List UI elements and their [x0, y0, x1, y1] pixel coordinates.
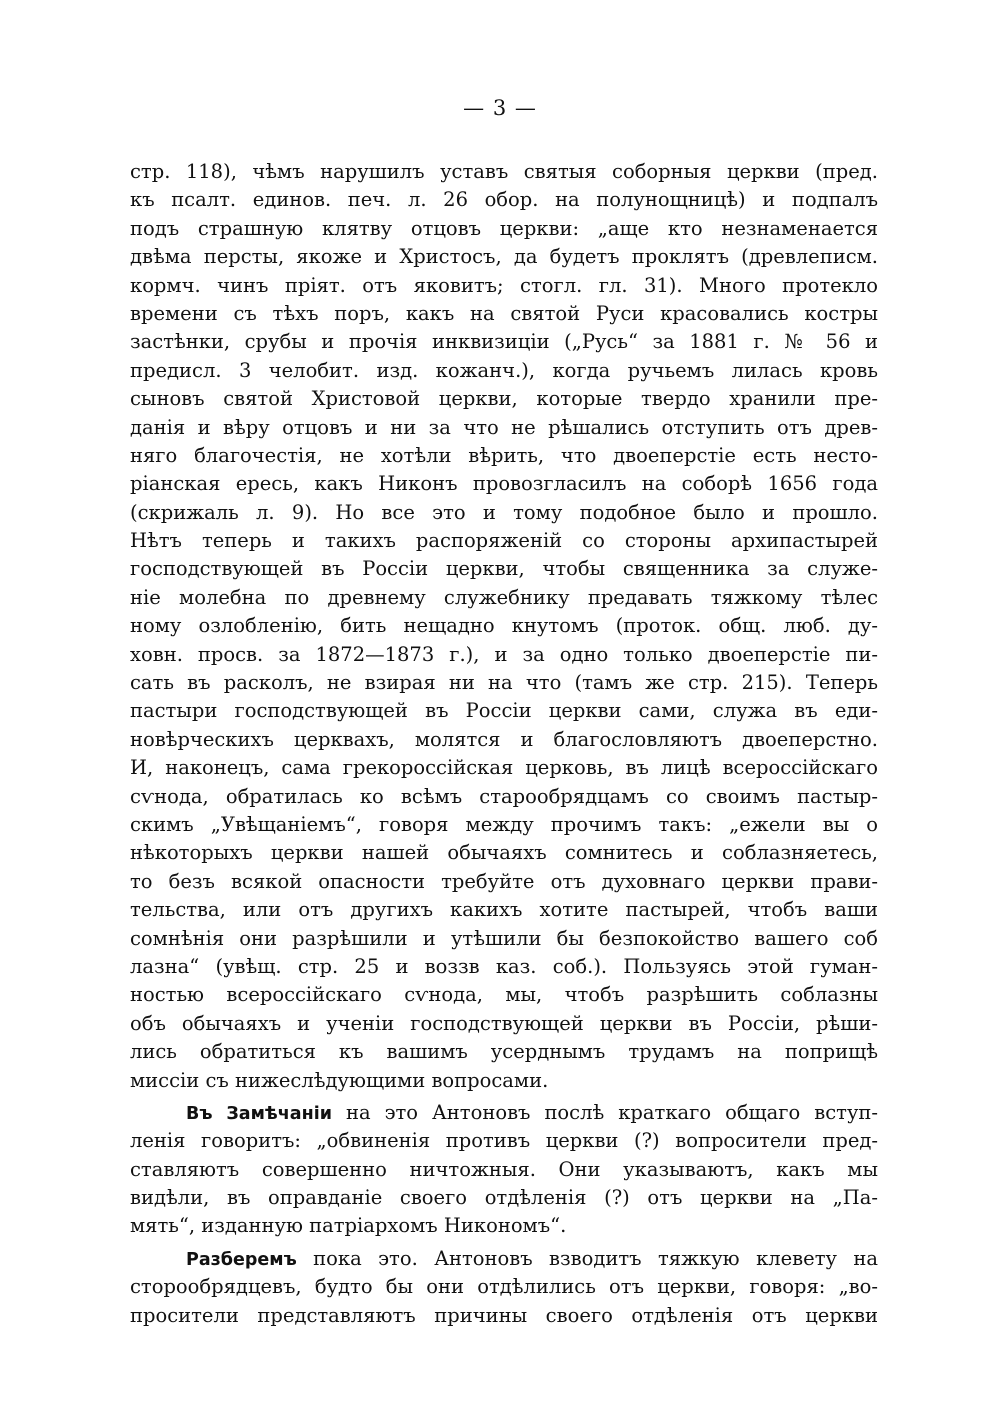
text-line: миссіи съ нижеслѣдующими вопросами.	[130, 1068, 549, 1092]
text-line: ставляютъ совершенно ничтожныя. Они указываютъ, какъ мы	[130, 1157, 878, 1181]
text-line: пастыри господствующей въ Россіи церкви сами, служа въ еди-	[130, 699, 878, 723]
text-line: объ обычаяхъ и ученіи господствующей церкви въ Россіи, рѣши-	[130, 1011, 878, 1035]
text-line: сыновъ святой Христовой церкви, которые твердо хранили пре-	[130, 387, 878, 411]
text-line: застѣнки, срубы и прочія инквизиціи („Русь“ за 1881 г. № 56 и	[130, 330, 878, 354]
paragraph-1	[130, 158, 878, 1095]
text-line: сторообрядцевъ, будто бы они отдѣлились отъ церкви, говоря: „во-	[130, 1275, 878, 1299]
text-line: Въ Замѣчаніи на это Антоновъ послѣ краткаго общаго вступ-	[186, 1100, 878, 1124]
text-line: Разберемъ пока это. Антоновъ взводитъ тяжкую клевету на	[186, 1246, 878, 1270]
text-line: ніе молебна по древнему служебнику предавать тяжкому тѣлес	[130, 585, 878, 609]
text-line: скимъ „Увѣщаніемъ“, говоря между прочимъ такъ: „ежели вы о	[130, 812, 878, 836]
text-line: сать въ расколъ, не взирая ни на что (тамъ же стр. 215). Теперь	[130, 671, 878, 695]
body-text	[130, 158, 878, 1330]
text-line: времени съ тѣхъ поръ, какъ на святой Руси красовались костры	[130, 301, 878, 325]
text-line: И, наконецъ, сама грекороссійская церковь, въ лицѣ всероссійскаго	[130, 756, 878, 780]
text-line: няго благочестія, не хотѣли вѣрить, что двоеперстіе есть несто-	[130, 443, 878, 467]
text-line: лись обратиться къ вашимъ усерднымъ трудамъ на поприщѣ	[130, 1040, 878, 1064]
text-line: господствующей въ Россіи церкви, чтобы священника за служе-	[130, 557, 878, 581]
text-line: подъ страшную клятву отцовъ церкви: „аще кто незнаменается	[130, 216, 878, 240]
text-line: тельства, или отъ другихъ какихъ хотите пастырей, чтобъ ваши	[130, 898, 878, 922]
paragraph-2	[130, 1099, 878, 1241]
text-line: лазна“ (увѣщ. стр. 25 и воззв каз. соб.). Пользуясь этой гуман-	[130, 954, 878, 978]
text-line: данія и вѣру отцовъ и ни за что не рѣшались отступить отъ древ-	[130, 415, 878, 439]
bold-lead: Въ Замѣчаніи	[186, 1103, 332, 1124]
text-line: нѣкоторыхъ церкви нашей обычаяхъ сомнитесь и соблазняетесь,	[130, 841, 878, 865]
text-line: то безъ всякой опасности требуйте отъ духовнаго церкви прави-	[130, 869, 878, 893]
text-line: къ псалт. единов. печ. л. 26 обор. на полунощницѣ) и подпалъ	[130, 188, 878, 212]
text-line: ленія говоритъ: „обвиненія противъ церкви (?) вопросители пред-	[130, 1129, 878, 1153]
text-line: ному озлобленію, бить нещадно кнутомъ (проток. общ. люб. ду-	[130, 614, 878, 638]
text-line: ховн. просв. за 1872—1873 г.), и за одно только двоеперстіе пи-	[130, 642, 878, 666]
text-line: предисл. 3 челобит. изд. кожанч.), когда ручьемъ лилась кровь	[130, 358, 878, 382]
text-line: видѣли, въ оправданіе своего отдѣленія (?) отъ церкви на „Па-	[130, 1186, 878, 1210]
text-line: сѵнода, обратилась ко всѣмъ старообрядцамъ со своимъ пастыр-	[130, 784, 878, 808]
paragraph-3	[130, 1245, 878, 1330]
text-line: (скрижаль л. 9). Но все это и тому подобное было и прошло.	[130, 500, 878, 524]
bold-lead: Разберемъ	[186, 1249, 297, 1270]
text-line: ностью всероссійскаго сѵнода, мы, чтобъ разрѣшить соблазны	[130, 983, 878, 1007]
text-line: двѣма персты, якоже и Христосъ, да будетъ проклятъ (древлеписм.	[130, 245, 878, 269]
page-number: — 3 —	[463, 96, 537, 120]
text-line: кормч. чинъ пріят. отъ яковитъ; стогл. гл. 31). Много протекло	[130, 273, 878, 297]
text-line: ріанская ересь, какъ Никонъ провозгласилъ на соборѣ 1656 года	[130, 472, 878, 496]
text-line: новѣрческихъ церквахъ, молятся и благословляютъ двоеперстно.	[130, 727, 878, 751]
text-line: Нѣтъ теперь и такихъ распоряженій со стороны архипастырей	[130, 529, 878, 553]
text-line: стр. 118), чѣмъ нарушилъ уставъ святыя соборныя церкви (пред.	[130, 160, 878, 183]
text-line: мять“, изданную патріархомъ Никономъ“.	[130, 1214, 567, 1238]
text-line: просители представляютъ причины своего отдѣленія отъ церкви	[130, 1303, 878, 1327]
text-line: сомнѣнія они разрѣшили и утѣшили бы безпокойство вашего соб	[130, 926, 878, 950]
